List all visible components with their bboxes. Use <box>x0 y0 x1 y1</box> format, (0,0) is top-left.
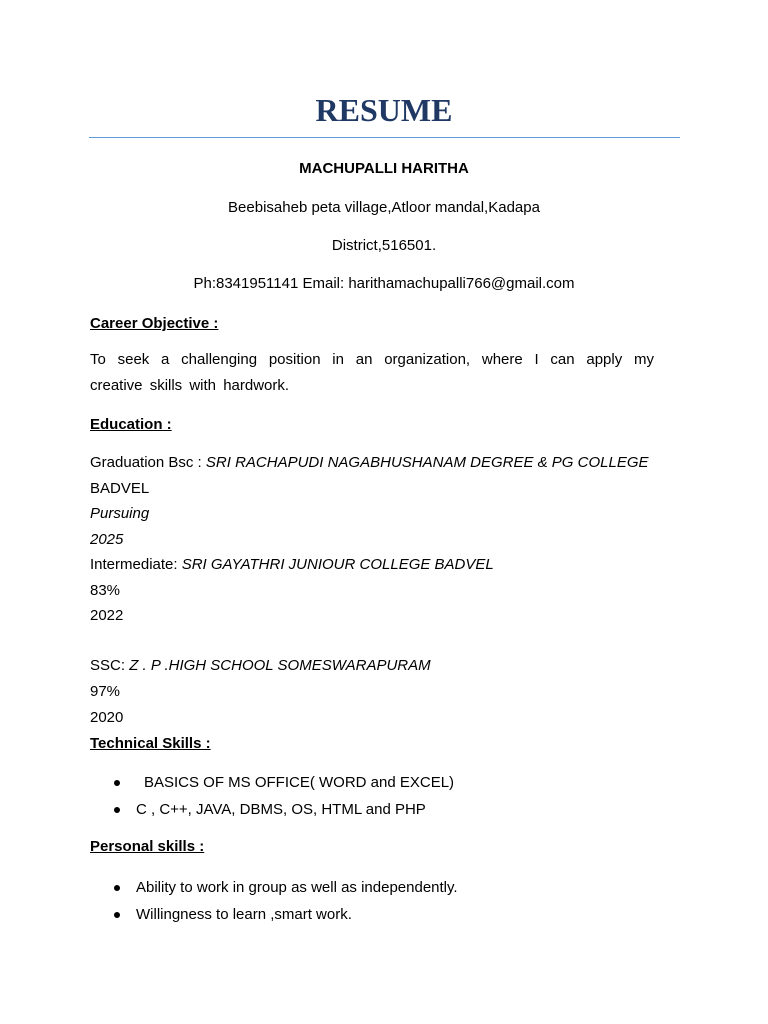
personal-skills-heading: Personal skills : <box>90 838 205 855</box>
intermediate-institution: SRI GAYATHRI JUNIOUR COLLEGE BADVEL <box>181 556 494 573</box>
education-heading: Education : <box>90 416 172 433</box>
intermediate-score: 83% <box>90 582 121 599</box>
graduation-institution: SRI RACHAPUDI NAGABHUSHANAM DEGREE & PG COLLEGE <box>205 454 649 471</box>
graduation-institution-cont: BADVEL <box>90 480 150 497</box>
graduation-status: Pursuing <box>90 505 150 522</box>
graduation-label: Graduation Bsc : <box>90 454 206 471</box>
ssc-line <box>90 657 431 674</box>
intermediate-year: 2022 <box>90 607 124 624</box>
skill-text: Willingness to learn ,smart work. <box>136 906 352 923</box>
intermediate-label: Intermediate: <box>90 556 182 573</box>
graduation-year: 2025 <box>90 531 124 548</box>
bullet-icon <box>114 780 120 786</box>
technical-skills-heading: Technical Skills : <box>90 735 211 752</box>
intermediate-line <box>90 556 494 573</box>
bullet-icon <box>114 885 120 891</box>
skill-text: BASICS OF MS OFFICE( WORD and EXCEL) <box>144 774 455 791</box>
bullet-icon <box>114 912 120 918</box>
contact-info: Ph:8341951141 Email: harithamachupalli766@gmail.com <box>193 275 575 292</box>
ssc-institution: Z . P .HIGH SCHOOL SOMESWARAPURAM <box>129 657 431 674</box>
graduation-line <box>90 454 649 471</box>
bullet-icon <box>114 807 120 813</box>
candidate-name: MACHUPALLI HARITHA <box>299 160 469 177</box>
ssc-year: 2020 <box>90 709 124 726</box>
title-divider <box>89 137 680 138</box>
address-line-2: District,516501. <box>331 237 437 254</box>
skill-text: C , C++, JAVA, DBMS, OS, HTML and PHP <box>136 801 426 818</box>
ssc-score: 97% <box>90 683 121 700</box>
ssc-label: SSC: <box>90 657 130 674</box>
page-title: RESUME <box>315 92 453 128</box>
career-objective-text: To seek a challenging position in an organization, where I can apply my creative skills with hardwork. <box>90 351 654 394</box>
skill-text: Ability to work in group as well as independently. <box>136 879 458 896</box>
address-line-1: Beebisaheb peta village,Atloor mandal,Kadapa <box>228 199 540 216</box>
career-objective-heading: Career Objective : <box>90 315 219 332</box>
